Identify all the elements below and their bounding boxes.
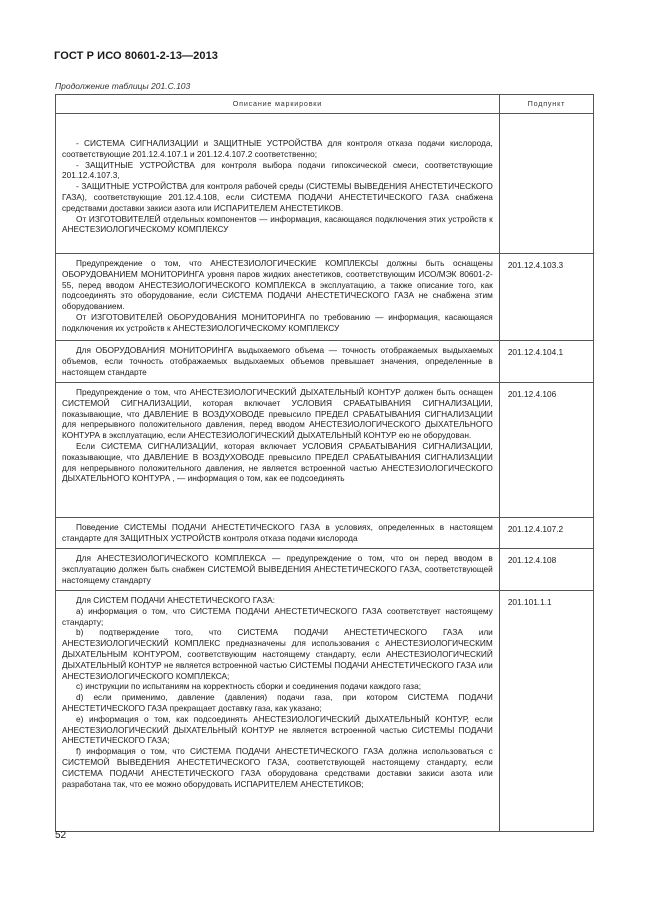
- description-cell: [56, 254, 500, 341]
- subclause-ref: 201.12.4.104.1: [507, 347, 564, 357]
- description-paragraph: Если СИСТЕМА СИГНАЛИЗАЦИИ, которая включает УСЛОВИЯ СРАБАТЫВАНИЯ СИГНАЛИЗАЦИИ, показывающие, что ДАВЛЕНИЕ В ВОЗДУХОВОДЕ превысило ПРЕДЕЛ СРАБАТЫВАНИЯ СИГНАЛИЗАЦИИ для непрерывного положительного давления, не является встроенной частью АНЕСТЕЗИОЛОГИЧЕСКОГО ДЫХАТЕЛЬНОГО КОНТУРА , — информация о том, как ее подсоединять: [62, 440, 493, 484]
- table-row: [56, 549, 594, 591]
- subclause-ref: 201.12.4.107.2: [507, 524, 564, 534]
- description-cell: [56, 383, 500, 518]
- description-paragraph: Для ОБОРУДОВАНИЯ МОНИТОРИНГА выдыхаемого объема — точность отображаемых выдыхаемых объемов, если точность отображаемых выдыхаемых объемов превышает значения, определенные в настоящем стандарте: [62, 345, 493, 377]
- subclause-ref: 201.101.1.1: [507, 597, 552, 607]
- description-paragraph: b) подтверждение того, что СИСТЕМА ПОДАЧИ АНЕСТЕТИЧЕСКОГО ГАЗА или АНЕСТЕЗИОЛОГИЧЕСКИЙ КОМПЛЕКС предназначены для использования с АНЕСТЕЗИОЛОГИЧЕСКИМ ДЫХАТЕЛЬНЫМ КОНТУРОМ, соответствующим настоящему стандарту, если АНЕСТЕЗИОЛОГИЧЕСКИЙ ДЫХАТЕЛЬНЫЙ КОНТУР не является встроенной частью СИСТЕМЫ ПОДАЧИ АНЕСТЕТИЧЕСКОГО ГАЗА или АНЕСТЕЗИОЛОГИЧЕСКОГО КОМПЛЕКСА;: [62, 627, 493, 681]
- subclause-cell: [499, 254, 593, 341]
- description-paragraph: c) инструкции по испытаниям на корректность сборки и соединения подачи каждого газа;: [76, 681, 422, 692]
- subclause-ref: 201.12.4.108: [507, 555, 557, 565]
- table-row: [56, 254, 594, 341]
- header-cell-subclause: [499, 95, 593, 114]
- description-paragraph: - СИСТЕМА СИГНАЛИЗАЦИИ и ЗАЩИТНЫЕ УСТРОЙСТВА для контроля отказа подачи кислорода, соответствующие 201.12.4.107.1 и 201.12.4.107.2 соответственно;: [62, 138, 493, 159]
- subclause-cell: [499, 549, 593, 591]
- subclause-cell: [499, 341, 593, 383]
- description-paragraph: - ЗАЩИТНЫЕ УСТРОЙСТВА для контроля рабочей среды (СИСТЕМЫ ВЫВЕДЕНИЯ АНЕСТЕТИЧЕСКОГО ГАЗА), соответствующие 201.12.4.108, если СИСТЕМА ПОДАЧИ АНЕСТЕТИЧЕСКОГО ГАЗА снабжена средствами доставки закиси азота или ИСПАРИТЕЛЕМ АНЕСТЕТИКОВ.: [62, 181, 493, 213]
- description-paragraph: Предупреждение о том, что АНЕСТЕЗИОЛОГИЧЕСКИЕ КОМПЛЕКСЫ должны быть оснащены ОБОРУДОВАНИЕМ МОНИТОРИНГА уровня паров жидких анестетиков, соответствующим ИСО/МЭК 80601-2-55, перед вводом АНЕСТЕЗИОЛОГИЧЕСКОГО КОМПЛЕКСА в эксплуатацию, а также описание того, как подсоединять это оборудование, если СИСТЕМА ПОДАЧИ АНЕСТЕТИЧЕСКОГО ГАЗА не снабжена этим оборудованием.: [62, 258, 493, 312]
- subclause-ref: 201.12.4.106: [507, 389, 557, 399]
- marking-table: [55, 94, 594, 832]
- subclause-cell: [499, 518, 593, 549]
- description-paragraph: Предупреждение о том, что АНЕСТЕЗИОЛОГИЧЕСКИЙ ДЫХАТЕЛЬНЫЙ КОНТУР должен быть оснащен СИСТЕМОЙ СИГНАЛИЗАЦИИ, которая включает УСЛОВИЯ СРАБАТЫВАНИЯ СИГНАЛИЗАЦИИ, показывающие, что ДАВЛЕНИЕ В ВОЗДУХОВОДЕ превысило ПРЕДЕЛ СРАБАТЫВАНИЯ СИГНАЛИЗАЦИИ для непрерывного положительного давления, перед вводом АНЕСТЕЗИОЛОГИЧЕСКОГО ДЫХАТЕЛЬНОГО КОНТУРА в эксплуатацию, если АНЕСТЕЗИОЛОГИЧЕСКИЙ ДЫХАТЕЛЬНЫЙ КОНТУР ею не оборудован.: [62, 387, 493, 441]
- description-cell: [56, 341, 500, 383]
- description-cell: [56, 518, 500, 549]
- description-paragraph: - ЗАЩИТНЫЕ УСТРОЙСТВА для контроля выбора подачи гипоксической смеси, соответствующие 201.12.4.107.3,: [62, 159, 493, 181]
- subclause-ref: [500, 114, 593, 120]
- table-row: [56, 518, 594, 549]
- table-row: [56, 383, 594, 518]
- table-row: [56, 591, 594, 832]
- subclause-cell: [499, 114, 593, 254]
- subclause-cell: [499, 591, 593, 832]
- column-header-subclause: Подпункт: [527, 99, 566, 108]
- standard-title: ГОСТ Р ИСО 80601-2-13—2013: [54, 50, 219, 62]
- header-cell-description: [56, 95, 500, 114]
- table-row: [56, 114, 594, 254]
- page-number: 52: [55, 830, 67, 841]
- table-continuation-caption: Продолжение таблицы 201.С.103: [55, 81, 191, 91]
- description-paragraph: Для СИСТЕМ ПОДАЧИ АНЕСТЕТИЧЕСКОГО ГАЗА:: [76, 595, 275, 605]
- description-paragraph: Для АНЕСТЕЗИОЛОГИЧЕСКОГО КОМПЛЕКСА — предупреждение о том, что он перед вводом в эксплуатацию должен быть снабжен СИСТЕМОЙ ВЫВЕДЕНИЯ АНЕСТЕТИЧЕСКОГО ГАЗА, соответствующей настоящему стандарту: [62, 553, 493, 585]
- description-paragraph: d) если применимо, давление (давления) подачи газа, при котором СИСТЕМА ПОДАЧИ АНЕСТЕТИЧЕСКОГО ГАЗА прекращает доставку газа, как указано;: [62, 692, 493, 713]
- description-cell: [56, 591, 500, 832]
- description-paragraph: От ИЗГОТОВИТЕЛЕЙ ОБОРУДОВАНИЯ МОНИТОРИНГА по требованию — информация, касающаяся подключения их устройств к АНЕСТЕЗИОЛОГИЧЕСКОМУ КОМПЛЕКСУ: [62, 311, 493, 333]
- description-paragraph: е) информация о том, как подсоединять АНЕСТЕЗИОЛОГИЧЕСКИЙ ДЫХАТЕЛЬНЫЙ КОНТУР, если АНЕСТЕЗИОЛОГИЧЕСКИЙ ДЫХАТЕЛЬНЫЙ КОНТУР не является встроенной частью СИСТЕМЫ ПОДАЧИ АНЕСТЕТИЧЕСКОГО ГАЗА;: [62, 713, 493, 746]
- description-paragraph: От ИЗГОТОВИТЕЛЕЙ отдельных компонентов — информация, касающаяся подключения этих устройств к АНЕСТЕЗИОЛОГИЧЕСКОМУ КОМПЛЕКСУ: [62, 213, 493, 235]
- description-cell: [56, 549, 500, 591]
- description-cell: [56, 114, 500, 254]
- description-paragraph: а) информация о том, что СИСТЕМА ПОДАЧИ АНЕСТЕТИЧЕСКОГО ГАЗА соответствует настоящему стандарту;: [62, 605, 493, 627]
- table-header-row: [56, 95, 594, 114]
- column-header-description: Описание маркировки: [232, 99, 323, 108]
- description-paragraph: f) информация о том, что СИСТЕМА ПОДАЧИ АНЕСТЕТИЧЕСКОГО ГАЗА должна использоваться с СИСТЕМОЙ ВЫВЕДЕНИЯ АНЕСТЕТИЧЕСКОГО ГАЗА, соответствующей настоящему стандарту, если СИСТЕМА ПОДАЧИ АНЕСТЕТИЧЕСКОГО ГАЗА оборудована средствами доставки закиси азота или разработана так, что ее можно оборудовать ИСПАРИТЕЛЕМ АНЕСТЕТИКОВ;: [62, 746, 493, 789]
- subclause-ref: 201.12.4.103.3: [507, 260, 564, 270]
- table-row: [56, 341, 594, 383]
- description-paragraph: Поведение СИСТЕМЫ ПОДАЧИ АНЕСТЕТИЧЕСКОГО ГАЗА в условиях, определенных в настоящем стандарте для ЗАЩИТНЫХ УСТРОЙСТВ контроля отказа подачи кислорода: [62, 522, 493, 543]
- subclause-cell: [499, 383, 593, 518]
